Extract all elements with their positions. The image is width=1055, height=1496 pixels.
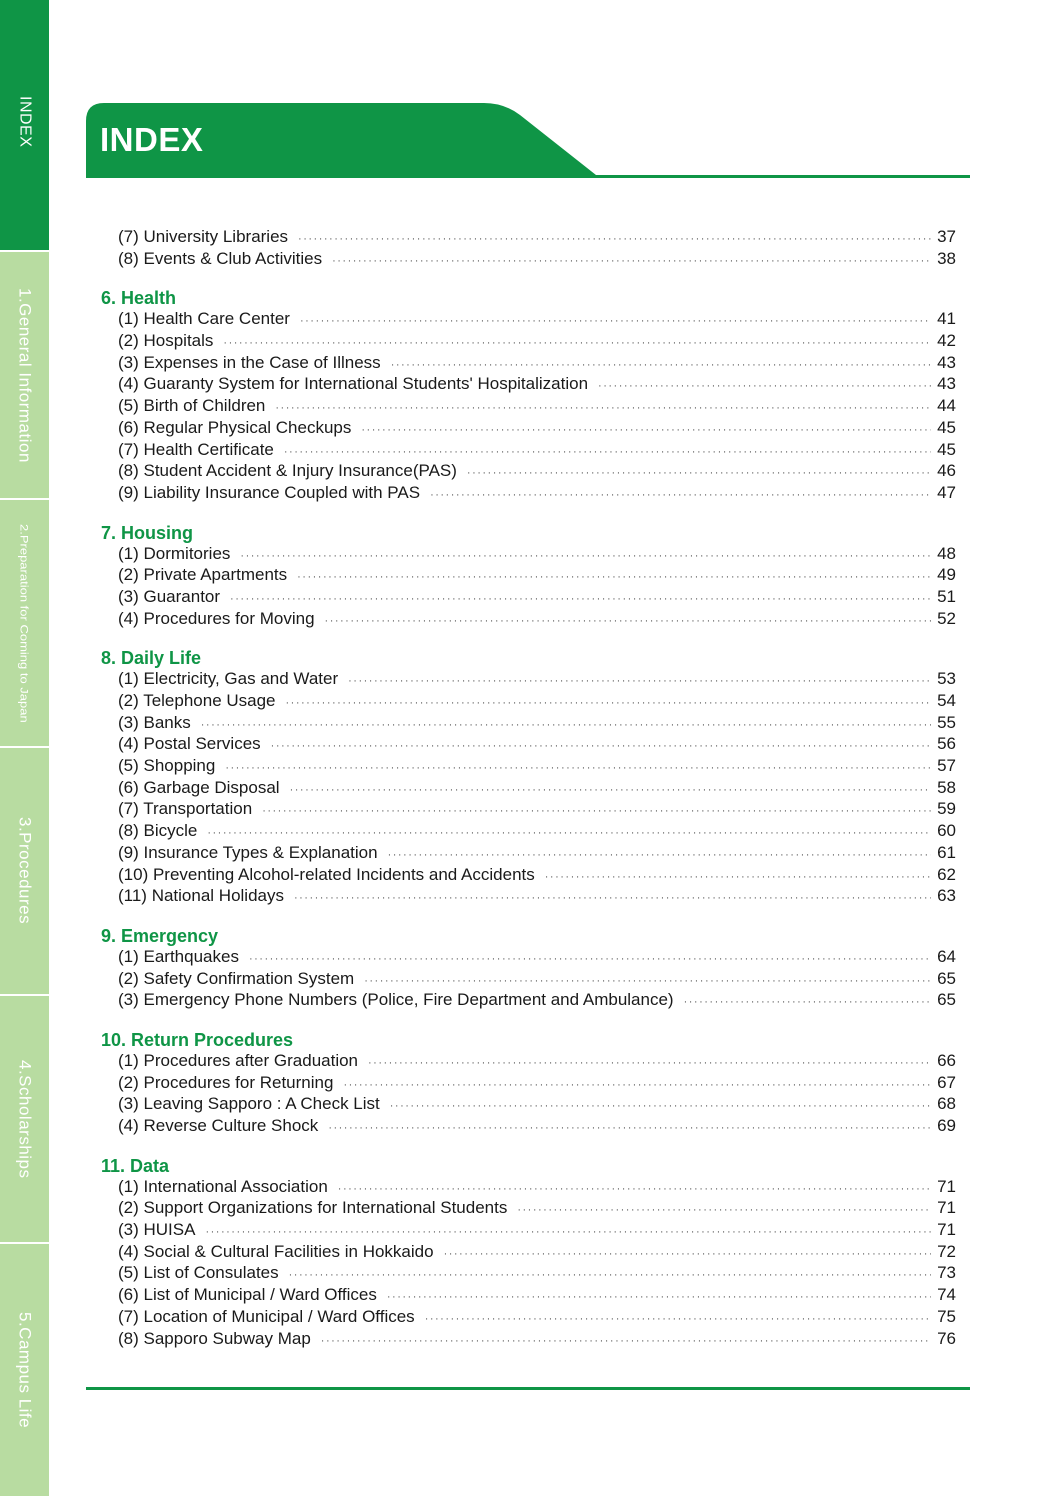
entry-label: (3) Expenses in the Case of Illness [118, 352, 381, 372]
section-heading: 7. Housing [101, 522, 194, 543]
index-entry[interactable] [101, 798, 956, 820]
index-entry[interactable] [101, 733, 956, 755]
entry-page-number: 49 [937, 565, 956, 585]
entry-page-number: 62 [937, 864, 956, 884]
bottom-divider [86, 1387, 970, 1390]
entry-page-number: 52 [937, 608, 956, 628]
entry-label: (6) Regular Physical Checkups [118, 417, 352, 437]
index-section [101, 226, 956, 269]
index-entry[interactable] [101, 820, 956, 842]
entry-page-number: 71 [937, 1176, 956, 1196]
index-entry[interactable] [101, 608, 956, 630]
dot-leader [348, 671, 931, 693]
entry-page-number: 65 [937, 990, 956, 1010]
tab-preparation[interactable] [0, 500, 49, 746]
dot-leader [230, 589, 931, 611]
index-entry[interactable] [101, 1262, 956, 1284]
chapter-tabs [0, 0, 49, 1496]
dot-leader [387, 1287, 931, 1309]
index-entry[interactable] [101, 842, 956, 864]
index-entry[interactable] [101, 395, 956, 417]
tab-campus-life[interactable] [0, 1244, 49, 1496]
index-entry[interactable] [101, 1050, 956, 1072]
tab-preparation-label: 2.Preparation for Coming to Japan [18, 523, 31, 723]
entry-page-number: 43 [937, 374, 956, 394]
index-entry[interactable] [101, 885, 956, 907]
entry-page-number: 67 [937, 1072, 956, 1092]
entry-label: (4) Guaranty System for International Students' Hospitalization [118, 374, 589, 394]
tab-general-information-label: 1.General Information [15, 287, 35, 463]
index-entry[interactable] [101, 1176, 956, 1198]
section-heading: 6. Health [101, 288, 177, 309]
dot-leader [290, 780, 931, 802]
entry-label: (6) List of Municipal / Ward Offices [118, 1285, 377, 1305]
entry-page-number: 42 [937, 331, 956, 351]
entry-label: (8) Bicycle [118, 821, 198, 841]
entry-page-number: 65 [937, 968, 956, 988]
entry-page-number: 45 [937, 417, 956, 437]
entry-label: (4) Reverse Culture Shock [118, 1116, 319, 1135]
dot-leader [444, 1244, 931, 1266]
section-heading: 8. Daily Life [101, 648, 202, 669]
index-section [101, 1029, 956, 1137]
entry-page-number: 71 [937, 1198, 956, 1218]
entry-label: (4) Social & Cultural Facilities in Hokkaido [118, 1241, 434, 1261]
index-entry[interactable] [101, 330, 956, 352]
index-entry[interactable] [101, 564, 956, 586]
index-section [101, 522, 956, 630]
dot-leader [289, 1265, 931, 1287]
entry-page-number: 44 [937, 396, 956, 416]
tab-scholarships[interactable] [0, 996, 49, 1242]
entry-page-number: 43 [937, 352, 956, 372]
entry-label: (2) Telephone Usage [118, 691, 276, 710]
entry-label: (5) List of Consulates [118, 1263, 279, 1283]
entry-label: (3) HUISA [118, 1220, 196, 1240]
entry-page-number: 73 [937, 1263, 956, 1283]
index-entry[interactable] [101, 226, 956, 248]
dot-leader [425, 1309, 931, 1331]
entry-label: (10) Preventing Alcohol-related Incidents and Accidents [118, 864, 535, 884]
index-section [101, 287, 956, 503]
entry-label: (2) Support Organizations for International Students [118, 1198, 508, 1218]
index-entry[interactable] [101, 1072, 956, 1094]
entry-page-number: 41 [937, 309, 956, 329]
entry-label: (6) Garbage Disposal [118, 777, 280, 797]
index-entry[interactable] [101, 1219, 956, 1241]
dot-leader [332, 251, 931, 273]
index-entry[interactable] [101, 1093, 956, 1115]
index-entry[interactable] [101, 1241, 956, 1263]
index-entry[interactable] [101, 989, 956, 1011]
entry-label: (7) Transportation [118, 799, 253, 819]
tab-procedures-label: 3.Procedures [15, 817, 35, 925]
entry-label: (11) National Holidays [118, 886, 284, 906]
entry-label: (4) Procedures for Moving [118, 608, 315, 628]
entry-label: (2) Procedures for Returning [118, 1072, 334, 1092]
dot-leader [297, 567, 931, 589]
entry-page-number: 69 [937, 1116, 956, 1135]
index-entry[interactable] [101, 668, 956, 690]
index-entry[interactable] [101, 248, 956, 270]
index-entry[interactable] [101, 308, 956, 330]
dot-leader [368, 1053, 931, 1075]
entry-page-number: 75 [937, 1306, 956, 1326]
dot-leader [271, 736, 931, 758]
index-entry[interactable] [101, 864, 956, 886]
entry-page-number: 38 [937, 248, 956, 268]
entry-label: (7) Location of Municipal / Ward Offices [118, 1306, 415, 1326]
dot-leader [430, 485, 931, 507]
entry-page-number: 57 [937, 756, 956, 776]
index-entry[interactable] [101, 1115, 956, 1137]
entry-label: (2) Hospitals [118, 331, 214, 351]
index-section [101, 925, 956, 1011]
entry-label: (1) International Association [118, 1176, 328, 1196]
dot-leader [321, 1331, 931, 1353]
tab-campus-life-label: 5.Campus Life [15, 1311, 35, 1429]
dot-leader [343, 1075, 931, 1097]
dot-leader [598, 376, 931, 398]
index-entry[interactable] [101, 439, 956, 461]
entry-page-number: 55 [937, 712, 956, 732]
dot-leader [325, 611, 931, 633]
entry-label: (5) Shopping [118, 756, 216, 776]
entry-page-number: 51 [937, 586, 956, 606]
entry-label: (9) Liability Insurance Coupled with PAS [118, 482, 421, 502]
tab-scholarships-label: 4.Scholarships [15, 1059, 35, 1179]
index-entry[interactable] [101, 373, 956, 395]
entry-label: (2) Private Apartments [118, 565, 288, 585]
dot-leader [294, 888, 931, 910]
dot-leader [684, 992, 931, 1014]
entry-page-number: 54 [937, 691, 956, 710]
index-list [101, 226, 956, 1367]
entry-label: (3) Leaving Sapporo : A Check List [118, 1094, 380, 1114]
header-banner-shape [86, 103, 970, 180]
section-heading: 11. Data [101, 1155, 170, 1176]
tab-procedures[interactable] [0, 748, 49, 994]
dot-leader [517, 1200, 931, 1222]
entry-label: (9) Insurance Types & Explanation [118, 842, 378, 862]
entry-label: (1) Dormitories [118, 543, 231, 563]
index-entry[interactable] [101, 543, 956, 565]
tab-index[interactable] [0, 0, 49, 250]
index-entry[interactable] [101, 1328, 956, 1350]
index-entry[interactable] [101, 777, 956, 799]
tab-index-label: INDEX [16, 96, 34, 148]
entry-label: (8) Sapporo Subway Map [118, 1328, 311, 1348]
index-entry[interactable] [101, 417, 956, 439]
entry-page-number: 56 [937, 734, 956, 754]
entry-page-number: 64 [937, 946, 956, 966]
entry-page-number: 61 [937, 842, 956, 862]
index-header [86, 103, 970, 180]
entry-label: (7) University Libraries [118, 227, 289, 246]
entry-label: (3) Emergency Phone Numbers (Police, Fire Department and Ambulance) [118, 990, 674, 1010]
entry-page-number: 72 [937, 1241, 956, 1261]
entry-page-number: 47 [937, 482, 956, 502]
index-entry[interactable] [101, 482, 956, 504]
index-section [101, 1155, 956, 1350]
dot-leader [467, 463, 931, 485]
entry-label: (5) Birth of Children [118, 396, 266, 416]
entry-label: (8) Student Accident & Injury Insurance(PAS) [118, 461, 457, 481]
dot-leader [300, 311, 931, 333]
dot-leader [390, 1096, 931, 1118]
entry-page-number: 66 [937, 1050, 956, 1070]
entry-label: (7) Health Certificate [118, 439, 274, 459]
index-entry[interactable] [101, 460, 956, 482]
entry-page-number: 74 [937, 1285, 956, 1305]
entry-label: (1) Electricity, Gas and Water [118, 669, 339, 689]
entry-label: (1) Earthquakes [118, 946, 239, 966]
entry-page-number: 60 [937, 821, 956, 841]
index-section [101, 647, 956, 907]
index-entry[interactable] [101, 1284, 956, 1306]
dot-leader [361, 420, 931, 442]
dot-leader [262, 801, 931, 823]
dot-leader [225, 758, 931, 780]
index-entry[interactable] [101, 755, 956, 777]
page-title: INDEX [100, 121, 204, 158]
entry-label: (1) Health Care Center [118, 309, 290, 329]
dot-leader [286, 693, 931, 715]
entry-label: (3) Guarantor [118, 586, 221, 606]
entry-page-number: 68 [937, 1094, 956, 1114]
entry-page-number: 58 [937, 777, 956, 797]
entry-page-number: 48 [937, 543, 956, 563]
entry-page-number: 63 [937, 886, 956, 906]
dot-leader [201, 715, 931, 737]
entry-page-number: 37 [937, 227, 956, 246]
entry-label: (4) Postal Services [118, 734, 261, 754]
index-entry[interactable] [101, 968, 956, 990]
dot-leader [275, 398, 931, 420]
section-heading: 10. Return Procedures [101, 1029, 294, 1050]
entry-label: (3) Banks [118, 712, 191, 732]
entry-page-number: 71 [937, 1220, 956, 1240]
entry-label: (1) Procedures after Graduation [118, 1050, 359, 1070]
entry-page-number: 76 [937, 1328, 956, 1348]
index-entry[interactable] [101, 586, 956, 608]
index-entry[interactable] [101, 690, 956, 712]
entry-page-number: 45 [937, 439, 956, 459]
entry-page-number: 46 [937, 461, 956, 481]
dot-leader [545, 867, 931, 889]
entry-page-number: 53 [937, 669, 956, 689]
entry-label: (8) Events & Club Activities [118, 248, 323, 268]
tab-general-information[interactable] [0, 252, 49, 498]
dot-leader [298, 229, 931, 251]
dot-leader [240, 546, 931, 568]
entry-page-number: 59 [937, 799, 956, 819]
entry-label: (2) Safety Confirmation System [118, 968, 355, 988]
index-entry[interactable] [101, 1197, 956, 1219]
index-entry[interactable] [101, 1306, 956, 1328]
dot-leader [328, 1118, 931, 1140]
index-entry[interactable] [101, 946, 956, 968]
index-entry[interactable] [101, 352, 956, 374]
index-entry[interactable] [101, 712, 956, 734]
section-heading: 9. Emergency [101, 925, 219, 946]
